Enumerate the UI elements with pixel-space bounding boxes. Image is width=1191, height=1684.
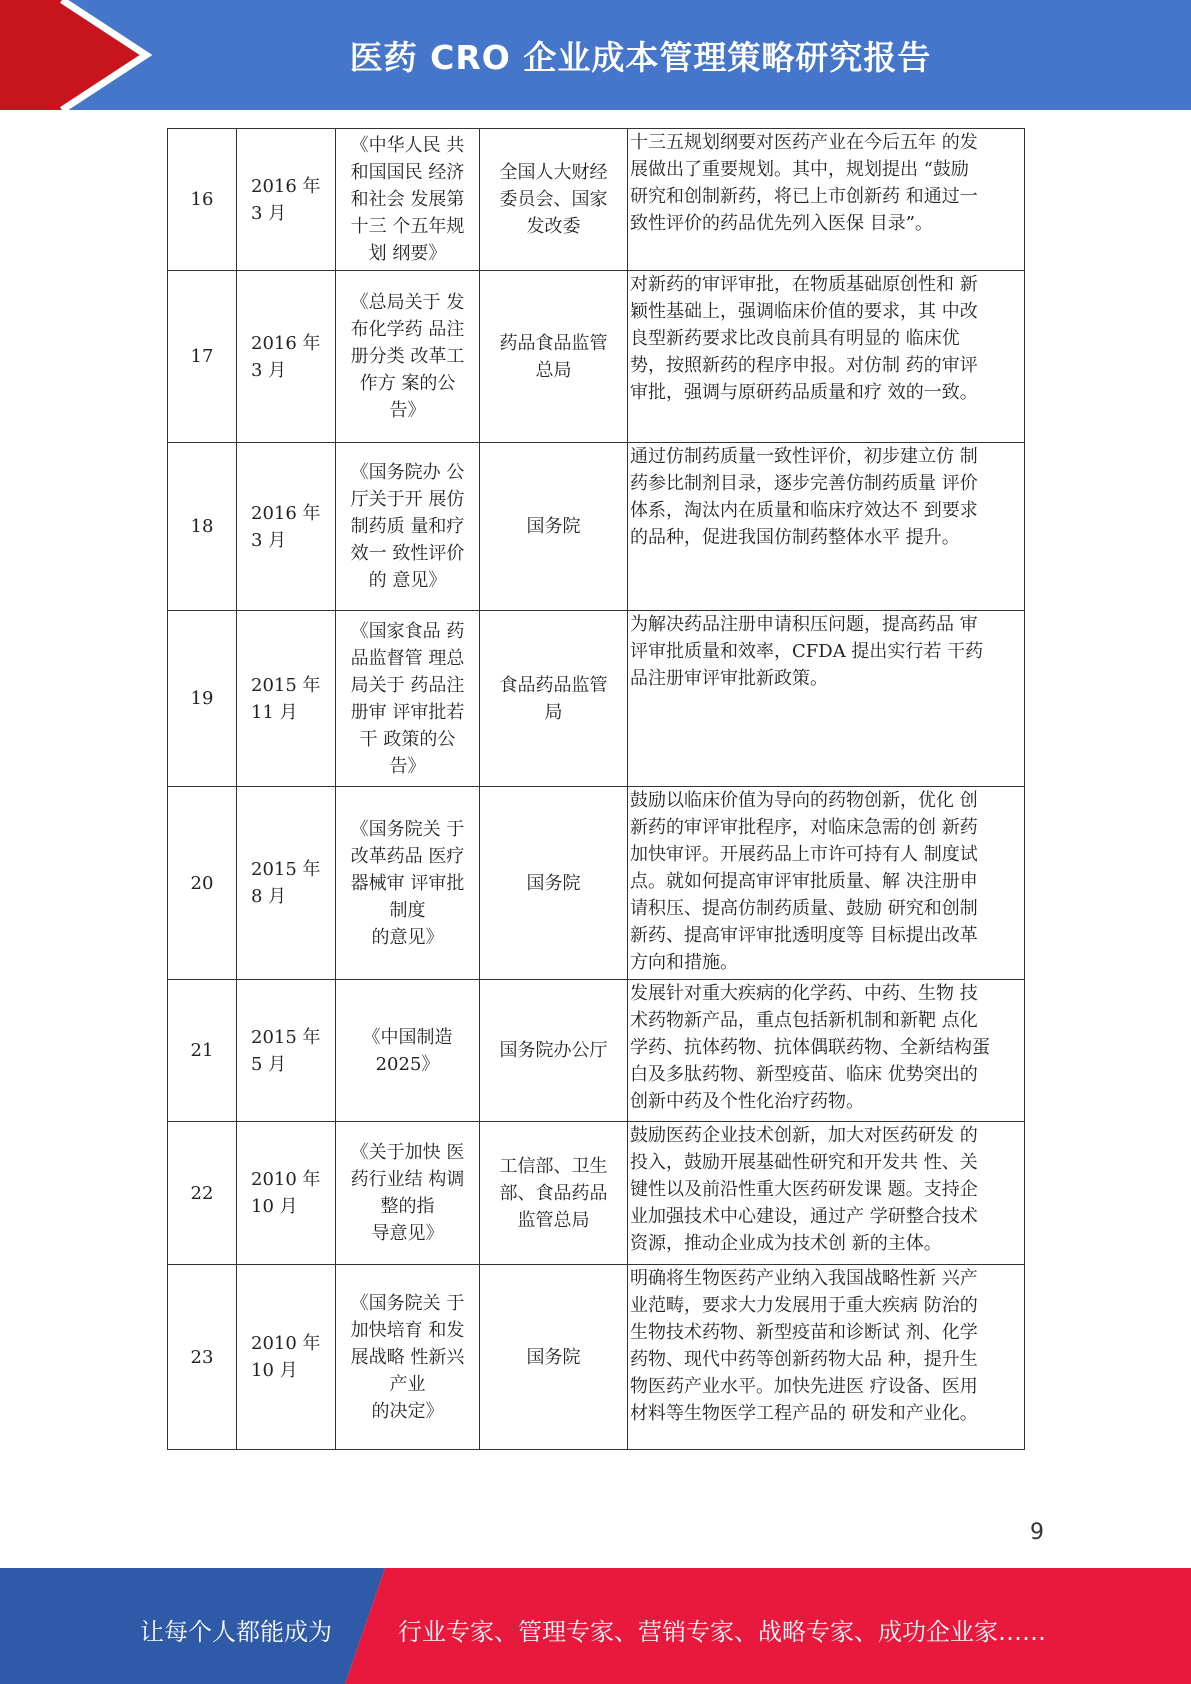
cell-policy-title-line: 册分类 改革工 [350, 346, 465, 367]
cell-content-line: 鼓励以临床价值为导向的药物创新，优化 创 [630, 790, 978, 811]
cell-content-line: 发展针对重大疾病的化学药、中药、生物 技 [630, 983, 978, 1004]
cell-agency [480, 980, 628, 1122]
cell-date [237, 611, 336, 787]
table-row [168, 787, 1025, 980]
footer-slogan-left: 让每个人都能成为 [140, 1618, 332, 1646]
cell-date-line: 11 月 [251, 701, 298, 723]
cell-date [237, 129, 336, 271]
cell-content-line: 的品种，促进我国仿制药整体水平 提升。 [630, 527, 960, 548]
cell-content-line: 资源，推动企业成为技术创 新的主体。 [630, 1233, 942, 1254]
cell-content-line: 键性以及前沿性重大医药研发课 题。支持企 [630, 1179, 978, 1200]
cell-content-line: 体系，淘汰内在质量和临床疗效达不 到要求 [630, 500, 978, 521]
cell-policy-title [336, 443, 480, 611]
cell-policy-title-line: 加快培育 和发 [350, 1319, 465, 1341]
cell-policy-title-line: 制药质 量和疗 [350, 516, 465, 537]
cell-content [628, 443, 1025, 611]
cell-date-line: 3 月 [251, 359, 287, 381]
cell-content-line: 术药物新产品，重点包括新机制和新靶 点化 [630, 1010, 978, 1031]
cell-content-line: 药物、现代中药等创新药物大品 种，提升生 [630, 1349, 978, 1370]
header-bar [0, 0, 1191, 110]
cell-number: 20 [168, 787, 237, 980]
cell-content-line: 对新药的审评审批，在物质基础原创性和 新 [630, 274, 978, 295]
cell-policy-title-line: 《中华人民 共 [350, 135, 465, 156]
cell-policy-title-line: 划 纲要》 [368, 243, 447, 264]
cell-policy-title-line: 导意见》 [371, 1223, 444, 1244]
cell-agency-line: 国务院办公厅 [499, 1040, 608, 1061]
table-row [168, 1122, 1025, 1265]
cell-policy-title-line: 《国务院关 于 [350, 818, 465, 840]
cell-content-line: 白及多肽药物、新型疫苗、临床 优势突出的 [630, 1064, 978, 1085]
cell-policy-title-line: 告》 [389, 400, 426, 421]
cell-policy-title-line: 告》 [389, 755, 426, 777]
cell-content-line: 颖性基础上，强调临床价值的要求，其 中改 [630, 301, 978, 322]
cell-date [237, 787, 336, 980]
cell-policy-title-line: 的 意见》 [368, 570, 447, 591]
cell-agency-line: 发改委 [526, 216, 581, 237]
cell-agency-line: 局 [544, 701, 563, 723]
cell-policy-title [336, 1122, 480, 1265]
table-row [168, 611, 1025, 787]
cell-number: 19 [168, 611, 237, 787]
cell-content [628, 787, 1025, 980]
cell-content-line: 评审批质量和效率，CFDA 提出实行若 干药 [630, 641, 984, 662]
cell-date-line: 10 月 [251, 1196, 298, 1217]
cell-policy-title-line: 十三 个五年规 [350, 216, 465, 237]
footer-slogan-right: 行业专家、管理专家、营销专家、战略专家、成功企业家…… [398, 1618, 1046, 1646]
cell-content-line: 请积压、提高仿制药质量、鼓励 研究和创制 [630, 898, 978, 919]
cell-policy-title [336, 787, 480, 980]
cell-content-line: 投入，鼓励开展基础性研究和开发共 性、关 [630, 1152, 978, 1173]
cell-date-line: 5 月 [251, 1053, 287, 1075]
table-row [168, 443, 1025, 611]
cell-policy-title-line: 《国务院办 公 [350, 462, 465, 483]
cell-agency-line: 国务院 [526, 516, 581, 537]
cell-agency [480, 787, 628, 980]
cell-policy-title-line: 作方 案的公 [359, 373, 456, 394]
table-row [168, 1265, 1025, 1450]
table-row [168, 129, 1025, 271]
cell-policy-title-line: 局关于 药品注 [350, 674, 465, 696]
cell-agency [480, 1265, 628, 1450]
cell-agency-line: 委员会、国家 [499, 189, 608, 210]
cell-number: 22 [168, 1122, 237, 1265]
page-number: 9 [1030, 1520, 1044, 1545]
cell-content-line: 业加强技术中心建设，通过产 学研整合技术 [630, 1206, 978, 1227]
cell-content-line: 点。就如何提高审评审批质量、解 决注册申 [630, 871, 978, 892]
cell-number: 23 [168, 1265, 237, 1450]
cell-policy-title [336, 980, 480, 1122]
policy-table [167, 128, 1025, 1450]
cell-agency [480, 1122, 628, 1265]
cell-content-line: 明确将生物医药产业纳入我国战略性新 兴产 [630, 1268, 978, 1289]
table-row [168, 980, 1025, 1122]
cell-content-line: 物医药产业水平。加快先进医 疗设备、医用 [630, 1376, 978, 1397]
cell-date [237, 443, 336, 611]
cell-content-line: 方向和措施。 [630, 952, 738, 973]
cell-agency-line: 监管总局 [517, 1209, 590, 1231]
cell-policy-title [336, 611, 480, 787]
cell-content [628, 271, 1025, 443]
cell-content-line: 鼓励医药企业技术创新，加大对医药研发 的 [630, 1125, 978, 1146]
cell-content [628, 1265, 1025, 1450]
cell-policy-title-line: 和国国民 经济 [350, 162, 465, 183]
cell-policy-title [336, 271, 480, 443]
cell-policy-title-line: 展战略 性新兴 [350, 1346, 465, 1368]
cell-date [237, 1122, 336, 1265]
cell-date-line: 2015 年 [251, 674, 321, 696]
cell-date-line: 2015 年 [251, 859, 321, 880]
cell-agency-line: 部、食品药品 [499, 1182, 608, 1204]
cell-content-line: 品注册审评审批新政策。 [630, 668, 828, 689]
cell-content-line: 材料等生物医学工程产品的 研发和产业化。 [630, 1403, 978, 1424]
cell-date-line: 2016 年 [251, 175, 321, 197]
cell-date-line: 3 月 [251, 529, 287, 551]
cell-content-line: 审批，强调与原研药品质量和疗 效的一致。 [630, 382, 978, 403]
cell-policy-title-line: 册审 评审批若 [350, 701, 465, 723]
cell-policy-title-line: 品监督管 理总 [350, 647, 465, 669]
cell-content-line: 加快审评。开展药品上市许可持有人 制度试 [630, 844, 978, 865]
cell-agency [480, 271, 628, 443]
cell-content-line: 业范畴，要求大力发展用于重大疾病 防治的 [630, 1295, 978, 1316]
cell-agency-line: 国务院 [526, 1346, 581, 1368]
cell-number: 21 [168, 980, 237, 1122]
cell-policy-title-line: 产业 [389, 1373, 426, 1395]
cell-policy-title-line: 的决定》 [371, 1400, 444, 1422]
cell-policy-title-line: 《中国制造 [362, 1026, 453, 1048]
cell-policy-title-line: 的意见》 [371, 926, 444, 948]
cell-date-line: 2015 年 [251, 1026, 321, 1048]
cell-policy-title-line: 《总局关于 发 [350, 292, 465, 313]
cell-content-line: 展做出了重要规划。其中，规划提出 “鼓励 [630, 159, 969, 180]
cell-date-line: 2016 年 [251, 332, 321, 354]
cell-content-line: 创新中药及个性化治疗药物。 [630, 1091, 864, 1112]
cell-date-line: 10 月 [251, 1360, 298, 1381]
cell-date-line: 2016 年 [251, 502, 321, 524]
cell-agency [480, 129, 628, 271]
cell-policy-title [336, 129, 480, 271]
cell-date-line: 3 月 [251, 202, 287, 224]
cell-policy-title-line: 器械审 评审批 [350, 872, 465, 894]
cell-date-line: 2010 年 [251, 1333, 321, 1354]
cell-content-line: 新药的审评审批程序，对临床急需的创 新药 [630, 817, 978, 838]
cell-policy-title-line: 和社会 发展第 [350, 189, 465, 210]
cell-policy-title-line: 效一 致性评价 [350, 543, 465, 564]
cell-content-line: 学药、抗体药物、抗体偶联药物、全新结构蛋 [630, 1037, 990, 1058]
cell-content-line: 生物技术药物、新型疫苗和诊断试 剂、化学 [630, 1322, 978, 1343]
cell-date-line: 2010 年 [251, 1169, 321, 1190]
cell-policy-title-line: 2025》 [375, 1053, 440, 1075]
cell-agency [480, 611, 628, 787]
header-arrow-icon [0, 0, 160, 110]
cell-agency [480, 443, 628, 611]
cell-content-line: 通过仿制药质量一致性评价，初步建立仿 制 [630, 446, 978, 467]
cell-policy-title-line: 布化学药 品注 [350, 319, 465, 340]
cell-policy-title-line: 《国务院关 于 [350, 1292, 465, 1314]
cell-agency-line: 食品药品监管 [499, 674, 608, 696]
cell-content-line: 新药、提高审评审批透明度等 目标提出改革 [630, 925, 978, 946]
cell-content [628, 980, 1025, 1122]
cell-content-line: 药参比制剂目录，逐步完善仿制药质量 评价 [630, 473, 978, 494]
cell-content-line: 致性评价的药品优先列入医保 目录”。 [630, 213, 933, 234]
cell-policy-title-line: 改革药品 医疗 [350, 845, 465, 867]
cell-content-line: 十三五规划纲要对医药产业在今后五年 的发 [630, 132, 978, 153]
cell-policy-title-line: 制度 [389, 899, 426, 921]
cell-policy-title [336, 1265, 480, 1450]
cell-content [628, 129, 1025, 271]
table-row [168, 271, 1025, 443]
document-title: 医药 CRO 企业成本管理策略研究报告 [349, 37, 932, 77]
cell-content-line: 势，按照新药的程序申报。对仿制 药的审评 [630, 355, 978, 376]
cell-number: 18 [168, 443, 237, 611]
cell-policy-title-line: 《国家食品 药 [350, 620, 465, 642]
cell-policy-title-line: 药行业结 构调 [350, 1169, 465, 1190]
cell-policy-title-line: 厅关于开 展仿 [350, 489, 465, 510]
cell-policy-title-line: 整的指 [380, 1196, 435, 1217]
cell-number: 17 [168, 271, 237, 443]
cell-date [237, 1265, 336, 1450]
cell-date-line: 8 月 [251, 886, 287, 907]
cell-number: 16 [168, 129, 237, 271]
cell-agency-line: 国务院 [526, 872, 581, 894]
cell-agency-line: 药品食品监管 [499, 332, 608, 354]
cell-content [628, 611, 1025, 787]
cell-content-line: 研究和创制新药，将已上市创新药 和通过一 [630, 186, 978, 207]
cell-content-line: 为解决药品注册申请积压问题，提高药品 审 [630, 614, 978, 635]
cell-agency-line: 工信部、卫生 [499, 1155, 608, 1177]
cell-agency-line: 全国人大财经 [499, 162, 608, 183]
cell-policy-title-line: 《关于加快 医 [350, 1142, 465, 1163]
cell-content-line: 良型新药要求比改良前具有明显的 临床优 [630, 328, 960, 349]
cell-policy-title-line: 干 政策的公 [359, 728, 456, 750]
cell-date [237, 980, 336, 1122]
cell-agency-line: 总局 [535, 359, 572, 381]
cell-content [628, 1122, 1025, 1265]
cell-date [237, 271, 336, 443]
